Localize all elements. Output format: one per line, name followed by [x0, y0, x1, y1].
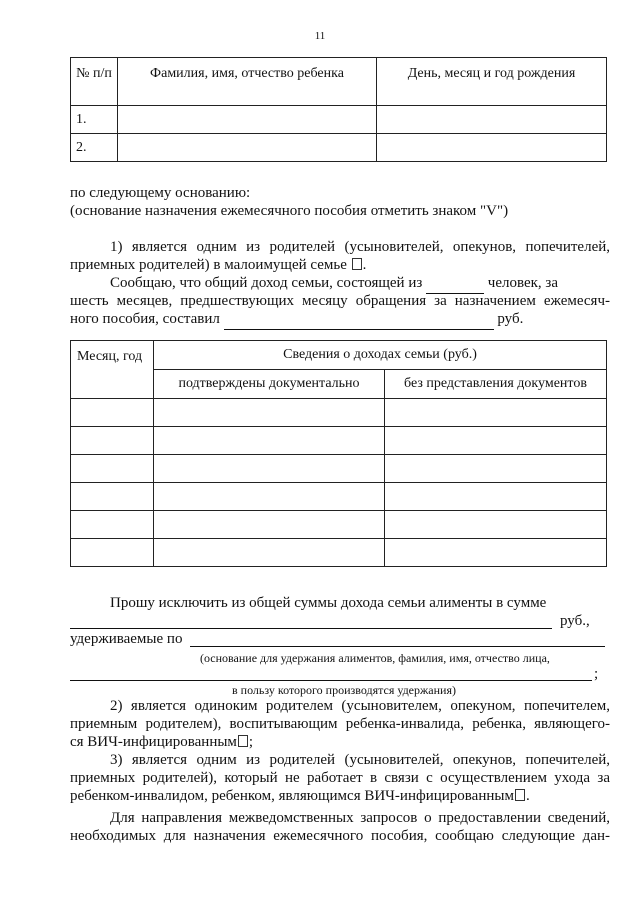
income-header-documented: подтверждены документально: [154, 370, 385, 399]
children-table-header-row: [71, 58, 607, 106]
income-table: [70, 340, 607, 567]
alimony-currency: руб.,: [560, 613, 590, 629]
income-row-documented[interactable]: [154, 455, 385, 483]
children-row-birthdate[interactable]: [377, 106, 607, 134]
alimony-caption-1: (основание для удержания алиментов, фамилия, имя, отчество лица,: [200, 651, 550, 665]
item2-line-2: приемным родителем), воспитывающим ребенка-инвалида, ребенка, являющего-: [70, 716, 610, 732]
alimony-line-1: Прошу исключить из общей суммы дохода семьи алименты в сумме: [110, 595, 547, 611]
alimony-basis-field[interactable]: [190, 646, 605, 647]
income-header-undocumented: без представления документов: [385, 370, 607, 399]
children-row-name[interactable]: [118, 134, 377, 162]
table-row: [71, 134, 607, 162]
table-row: [71, 427, 607, 455]
page-number: 11: [314, 30, 326, 42]
income-header-group: Сведения о доходах семьи (руб.): [154, 341, 607, 370]
alimony-withheld-label: удерживаемые по: [70, 631, 183, 647]
children-header-name: Фамилия, имя, отчество ребенка: [118, 58, 377, 106]
alimony-recipient-field[interactable]: [70, 680, 592, 681]
income-row-undocumented[interactable]: [385, 511, 607, 539]
closing-line-1: Для направления межведомственных запросов о предоставлении сведений,: [110, 810, 610, 826]
item3-tail: .: [525, 788, 530, 804]
item2-line-3-text: ся ВИЧ-инфицированным: [70, 734, 237, 750]
income-row-documented[interactable]: [154, 483, 385, 511]
children-row-birthdate[interactable]: [377, 134, 607, 162]
basis-line-2: (основание назначения ежемесячного пособия отметить знаком "V"): [70, 203, 509, 219]
income-row-month[interactable]: [71, 427, 154, 455]
income-row-month[interactable]: [71, 539, 154, 567]
income-row-documented[interactable]: [154, 427, 385, 455]
single-parent-checkbox[interactable]: [238, 735, 248, 747]
basis-line-1: по следующему основанию:: [70, 185, 251, 201]
children-header-birthdate: День, месяц и год рождения: [377, 58, 607, 106]
item1-report-line-3: [70, 310, 610, 330]
alimony-caption-2: в пользу которого производятся удержания): [232, 683, 456, 697]
item1-line-2: приемных родителей) в малоимущей семье .: [70, 257, 367, 273]
item2-tail: ;: [248, 734, 254, 750]
item1-currency: руб.: [497, 311, 524, 327]
family-size-field[interactable]: [426, 274, 484, 294]
total-income-field[interactable]: [224, 310, 494, 330]
children-row-number: 2.: [71, 134, 118, 162]
item2-line-3: [70, 733, 610, 752]
income-row-undocumented[interactable]: [385, 483, 607, 511]
income-row-documented[interactable]: [154, 399, 385, 427]
alimony-amount-field[interactable]: [70, 628, 552, 629]
item2-line-1: 2) является одиноким родителем (усыновителем, опекуном, попечителем,: [110, 698, 610, 714]
children-table: [70, 57, 607, 162]
children-row-number: 1.: [71, 106, 118, 134]
income-row-undocumented[interactable]: [385, 399, 607, 427]
income-row-documented[interactable]: [154, 539, 385, 567]
item1-report-line-3-text: ного пособия, составил: [70, 311, 220, 327]
caregiver-checkbox[interactable]: [515, 789, 525, 801]
closing-line-2: необходимых для назначения ежемесячного пособия, сообщаю следующие дан-: [70, 828, 610, 844]
item1-line-2-text: приемных родителей) в малоимущей семье: [70, 257, 347, 273]
income-row-undocumented[interactable]: [385, 539, 607, 567]
income-row-documented[interactable]: [154, 511, 385, 539]
children-row-name[interactable]: [118, 106, 377, 134]
income-row-month[interactable]: [71, 483, 154, 511]
table-row: [71, 511, 607, 539]
income-row-month[interactable]: [71, 511, 154, 539]
income-row-month[interactable]: [71, 399, 154, 427]
item3-line-1: 3) является одним из родителей (усыновителей, опекунов, попечителей,: [110, 752, 610, 768]
table-row: [71, 483, 607, 511]
item1-line-1: 1) является одним из родителей (усыновителей, опекунов, попечителей,: [110, 239, 610, 255]
income-row-undocumented[interactable]: [385, 427, 607, 455]
children-header-number: № п/п: [71, 58, 118, 106]
table-row: [71, 539, 607, 567]
item3-line-3: [70, 787, 610, 806]
item1-report-line-1: [70, 274, 610, 294]
income-header-month: Месяц, год: [71, 341, 154, 399]
table-row: [71, 455, 607, 483]
item3-line-2: приемных родителей), который не работает в связи с осуществлением ухода за: [70, 770, 610, 786]
table-row: [71, 399, 607, 427]
alimony-semicolon: ;: [594, 666, 599, 682]
item1-report-b: человек, за: [487, 275, 559, 291]
item1-report-line-2: шесть месяцев, предшествующих месяцу обращения за назначением ежемесяч-: [70, 293, 610, 309]
income-row-undocumented[interactable]: [385, 455, 607, 483]
low-income-checkbox[interactable]: [352, 258, 362, 270]
item3-line-3-text: ребенком-инвалидом, ребенком, являющимся ВИЧ-инфицированным: [70, 788, 514, 804]
item1-report-a: Сообщаю, что общий доход семьи, состоящей из: [110, 275, 423, 291]
income-row-month[interactable]: [71, 455, 154, 483]
table-row: [71, 106, 607, 134]
